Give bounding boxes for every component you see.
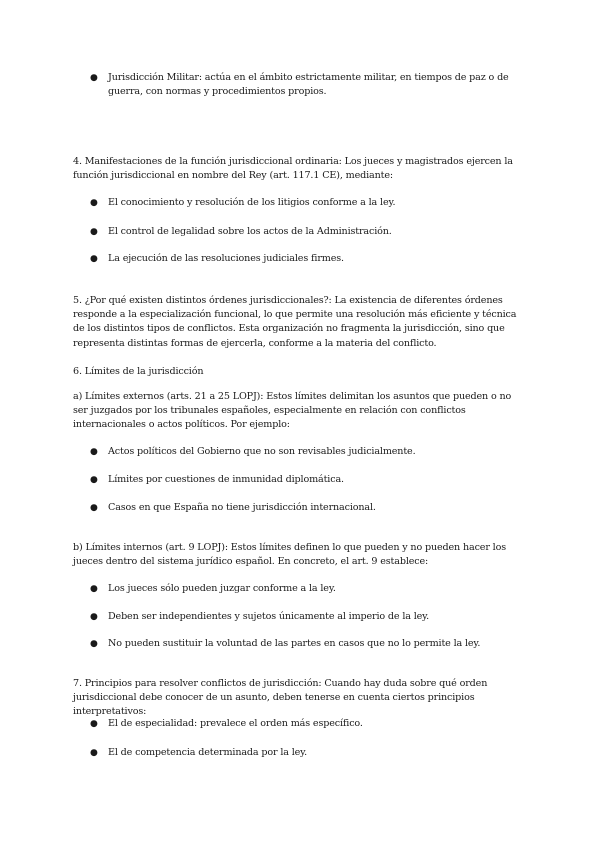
list-item <box>90 225 525 239</box>
list-item <box>90 196 525 210</box>
bullet-icon: ● <box>90 584 98 594</box>
list-item-text: Deben ser independientes y sujetos únicamente al imperio de la ley. <box>108 611 430 622</box>
bullet-icon: ● <box>90 503 98 513</box>
list-item <box>90 445 525 459</box>
list-item <box>90 746 525 760</box>
list-item <box>90 610 525 624</box>
bullet-icon: ● <box>90 748 98 758</box>
list-item-text: El de especialidad: prevalece el orden más específico. <box>108 718 363 729</box>
bullet-icon: ● <box>90 254 98 264</box>
list-item-jurisdiccion-militar <box>90 71 525 99</box>
section-6a-paragraph: a) Límites externos (arts. 21 a 25 LOPJ): Estos límites delimitan los asuntos que pueden o no ser juzgados por los tribunales españoles, especialmente en relación con conflictos internacionales o actos políticos. Por ejemplo: <box>73 391 512 431</box>
bullet-icon: ● <box>90 447 98 457</box>
list-item-text: No pueden sustituir la voluntad de las partes en casos que no lo permite la ley. <box>108 638 481 649</box>
list-item-text: Actos políticos del Gobierno que no son revisables judicialmente. <box>108 446 416 457</box>
list-item <box>90 717 525 731</box>
section-7-paragraph: 7. Principios para resolver conflictos de jurisdicción: Cuando hay duda sobre qué orden jurisdiccional debe conocer de un asunto, deben tenerse en cuenta ciertos principios interpretativos: <box>73 678 488 718</box>
bullet-icon: ● <box>90 227 98 237</box>
list-item <box>90 473 525 487</box>
list-item-text: Jurisdicción Militar: actúa en el ámbito estrictamente militar, en tiempos de paz o de guerra, con normas y procedimientos propios. <box>108 72 509 98</box>
section-6-title: 6. Límites de la jurisdicción <box>73 366 204 377</box>
list-item-text: El conocimiento y resolución de los litigios conforme a la ley. <box>108 197 396 208</box>
list-item-text: El control de legalidad sobre los actos de la Administración. <box>108 226 392 237</box>
list-item-text: Casos en que España no tiene jurisdicción internacional. <box>108 502 376 513</box>
list-item <box>90 582 525 596</box>
section-6b-paragraph: b) Límites internos (art. 9 LOPJ): Estos límites definen lo que pueden y no pueden hacer los jueces dentro del sistema jurídico español. En concreto, el art. 9 establece: <box>73 542 506 568</box>
list-item-text: La ejecución de las resoluciones judiciales firmes. <box>108 253 344 264</box>
list-item-text: Los jueces sólo pueden juzgar conforme a la ley. <box>108 583 336 594</box>
section-5-paragraph: 5. ¿Por qué existen distintos órdenes jurisdiccionales?: La existencia de diferentes órdenes responde a la especialización funcional, lo que permite una resolución más eficiente y técnica de los distintos tipos de conflictos. Esta organización no fragmenta la jurisdicción, sino que representa distintas formas de ejercerla, conforme a la materia del conflicto. <box>73 295 517 349</box>
bullet-icon: ● <box>90 639 98 649</box>
list-item <box>90 252 525 266</box>
bullet-icon: ● <box>90 73 98 83</box>
list-item-text: El de competencia determinada por la ley. <box>108 747 308 758</box>
list-item <box>90 637 525 651</box>
bullet-icon: ● <box>90 475 98 485</box>
bullet-icon: ● <box>90 612 98 622</box>
list-item-text: Límites por cuestiones de inmunidad diplomática. <box>108 474 344 485</box>
bullet-icon: ● <box>90 198 98 208</box>
bullet-icon: ● <box>90 719 98 729</box>
section-4-paragraph: 4. Manifestaciones de la función jurisdiccional ordinaria: Los jueces y magistrados ejercen la función jurisdiccional en nombre del Rey (art. 117.1 CE), mediante: <box>73 156 513 182</box>
list-item <box>90 501 525 515</box>
